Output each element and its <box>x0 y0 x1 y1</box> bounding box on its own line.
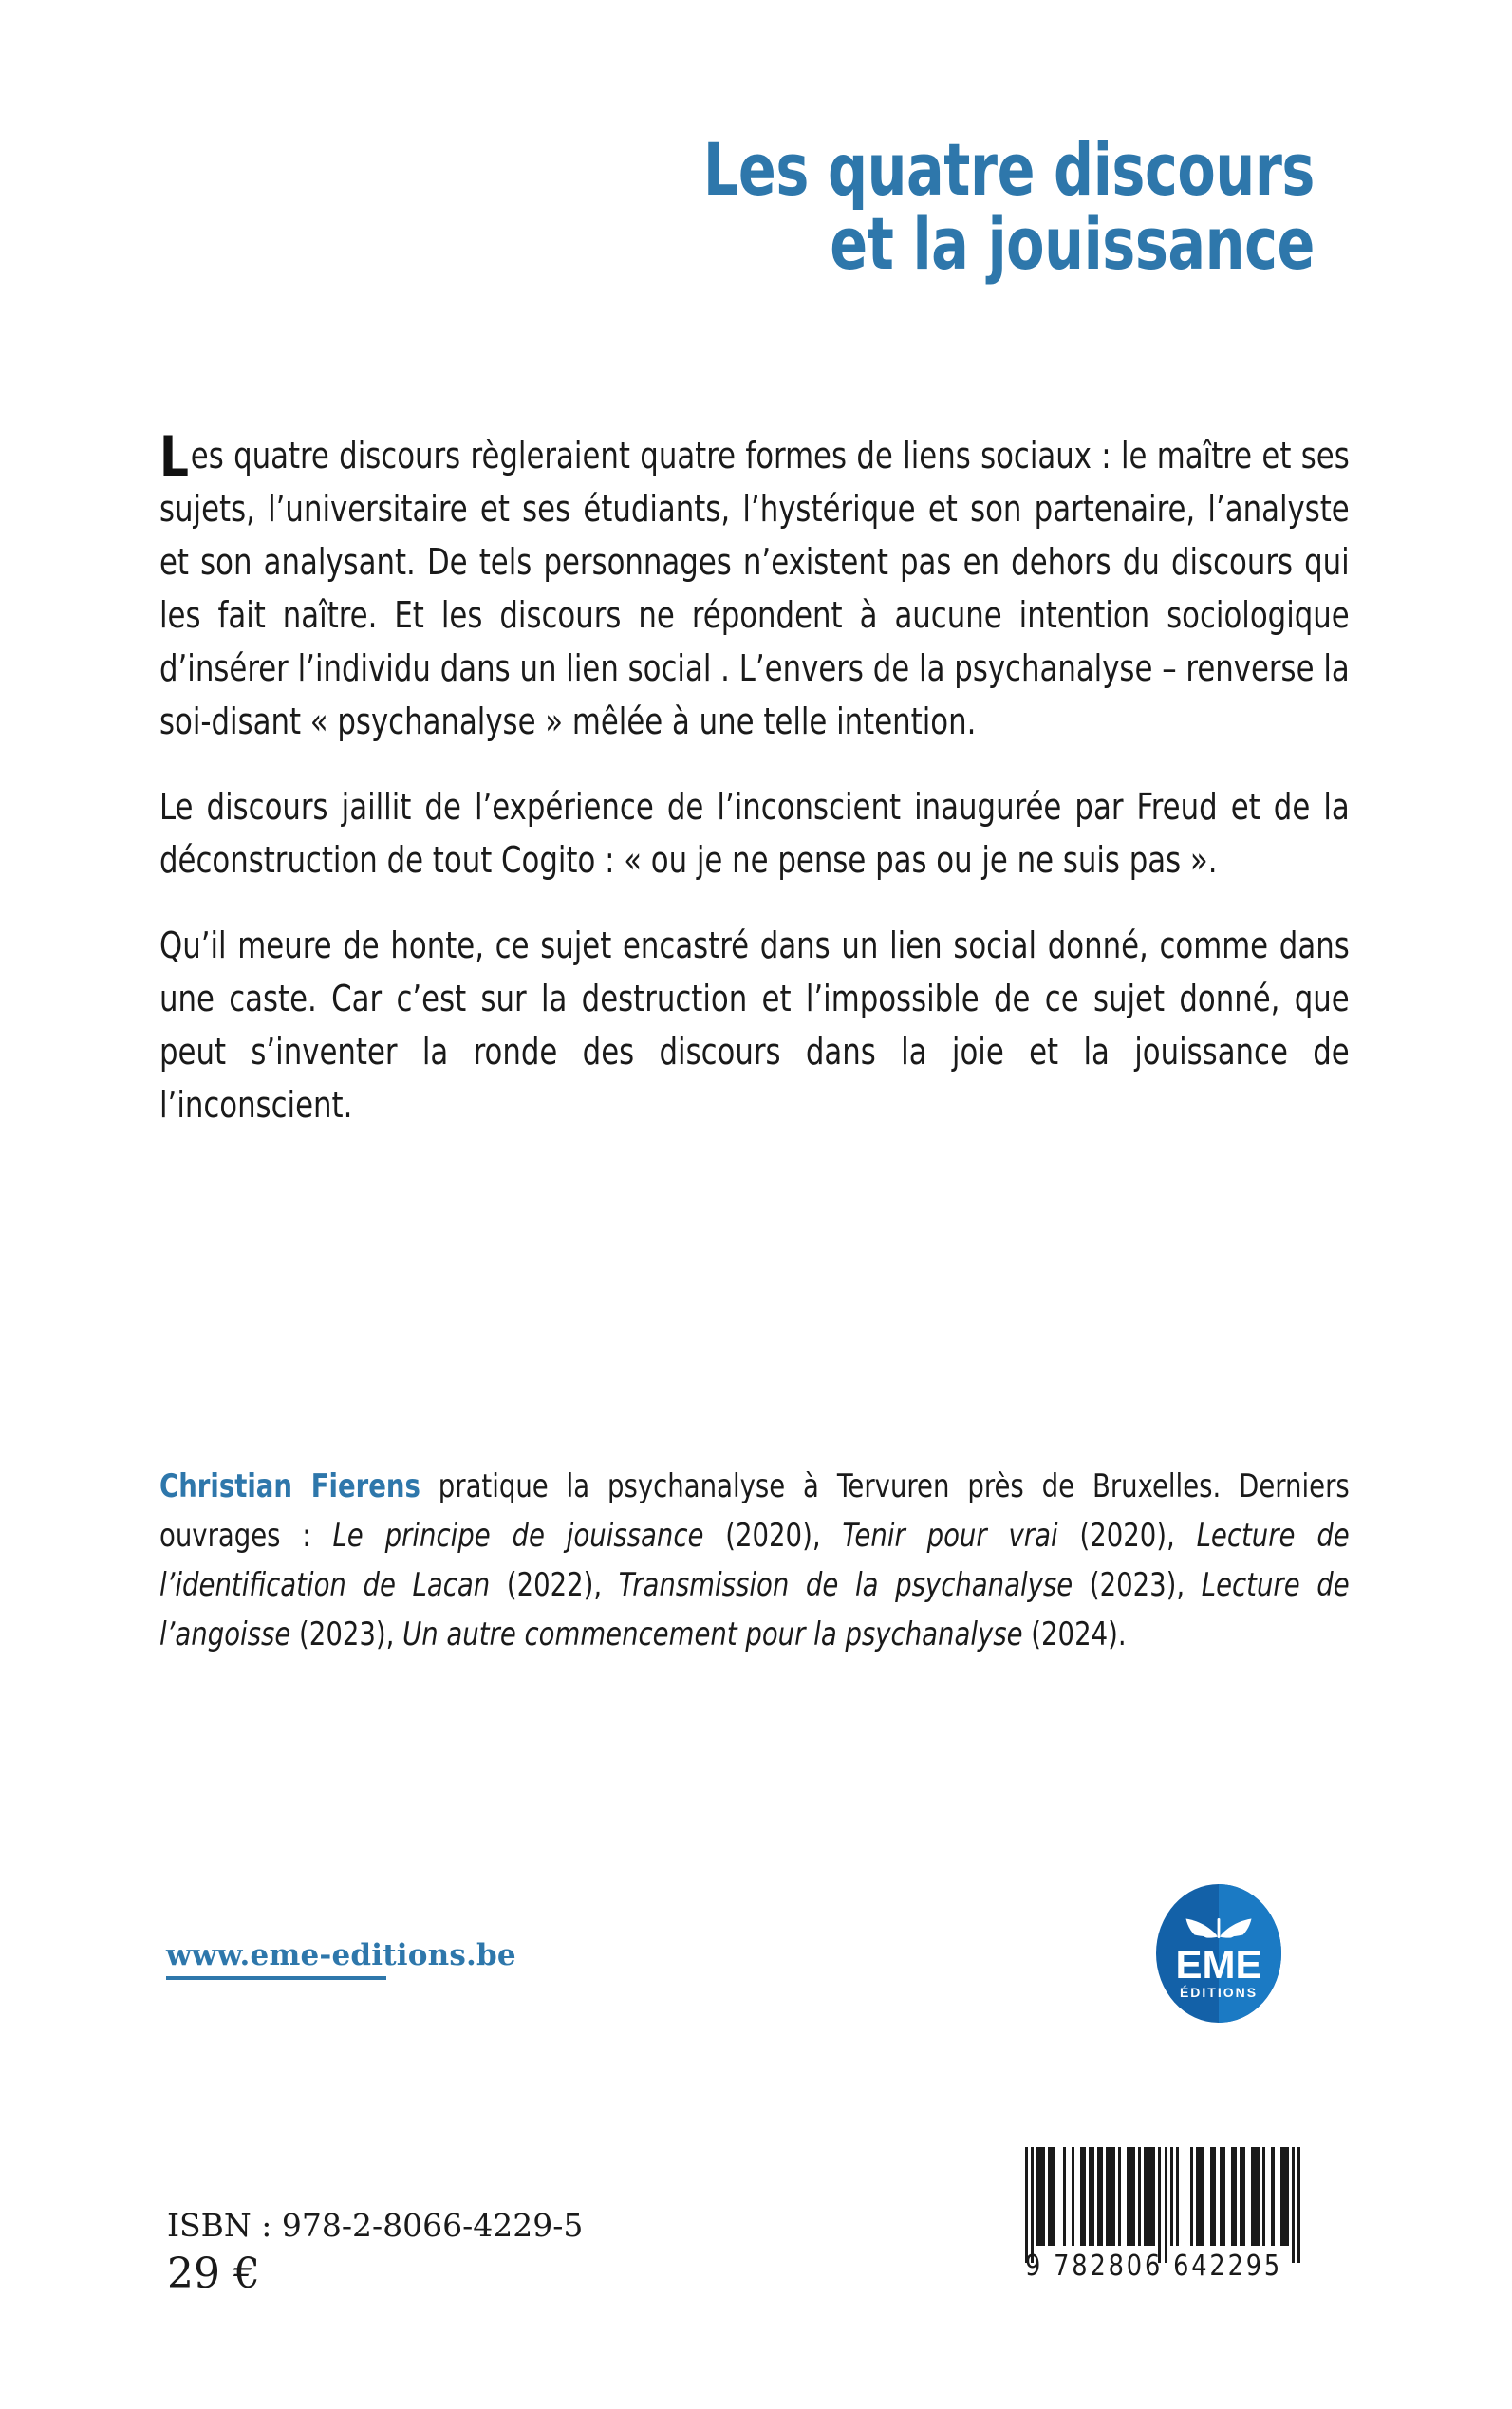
barcode-digits: 9 782806 642295 <box>1025 2250 1283 2283</box>
book-title-line-1: Les quatre discours <box>702 127 1315 212</box>
book-title <box>323 127 1315 287</box>
work-title-0: Le principe de jouissance <box>332 1517 704 1555</box>
work-title-2: Lecture de l’identification de Lacan <box>159 1517 1350 1604</box>
author-bio <box>159 1462 1350 1659</box>
eme-logo-svg <box>1156 1884 1281 2023</box>
blurb-paragraph-2: Le discours jaillit de l’expérience de l’inconscient inaugurée par Freud et de la déconstruction de tout Cogito : « ou je ne pense pas ou je ne suis pas ». <box>159 786 1350 881</box>
isbn-text: ISBN : 978-2-8066-4229-5 <box>167 2207 584 2244</box>
isbn-price-block <box>167 2206 583 2301</box>
work-title-3: Transmission de la psychanalyse <box>618 1566 1073 1604</box>
blurb-paragraph-1 <box>159 424 1350 748</box>
book-title-line-2: et la jouissance <box>830 201 1315 287</box>
work-year-4: (2023), <box>290 1615 403 1653</box>
author-bio-section <box>159 1462 1351 1659</box>
work-year-5: (2024). <box>1022 1615 1127 1653</box>
drop-cap-letter: L <box>159 424 189 491</box>
work-year-2: (2022), <box>490 1566 619 1604</box>
work-title-1: Tenir pour vrai <box>842 1517 1058 1555</box>
logo-subtitle: ÉDITIONS <box>1179 1985 1259 2000</box>
blurb-section <box>159 424 1351 1131</box>
publisher-website-underline <box>166 1976 386 1980</box>
publisher-website-link[interactable]: www.eme-editions.be <box>166 1938 516 1972</box>
barcode-bars <box>1025 2147 1300 2263</box>
blurb-paragraph-1-text: es quatre discours règleraient quatre formes de liens sociaux : le maître et ses sujets, l’universitaire et ses étudiants, l’hystérique et son partenaire, l’analyste et son analysant. De tels personnages n’existent pas en dehors du discours qui les fait naître. Et les discours ne répondent à aucune intention sociologique d’insérer l’individu dans un lien social . L’envers de la psychanalyse – renverse la soi-disant « psychanalyse » mêlée à une telle intention. <box>159 435 1350 742</box>
logo-wordmark: EME <box>1175 1942 1262 1987</box>
ean13-barcode <box>1025 2147 1300 2308</box>
eme-editions-logo <box>1156 1884 1281 2023</box>
work-title-4: Lecture de l’angoisse <box>159 1566 1350 1653</box>
author-bio-intro: pratique la psychanalyse à Tervuren près de Bruxelles. Derniers ouvrages : <box>159 1467 1350 1555</box>
blurb-paragraph-3: Qu’il meure de honte, ce sujet encastré dans un lien social donné, comme dans une caste. Car c’est sur la destruction et l’impossible de ce sujet donné, que peut s’inventer la ronde des discours dans la joie et la jouissance de l’inconscient. <box>159 924 1350 1126</box>
work-year-1: (2020), <box>1057 1517 1197 1555</box>
price-text: 29 € <box>167 2250 260 2298</box>
author-name: Christian Fierens <box>159 1467 420 1505</box>
work-year-3: (2023), <box>1073 1566 1202 1604</box>
work-title-5: Un autre commencement pour la psychanalyse <box>402 1615 1023 1653</box>
work-year-0: (2020), <box>703 1517 843 1555</box>
